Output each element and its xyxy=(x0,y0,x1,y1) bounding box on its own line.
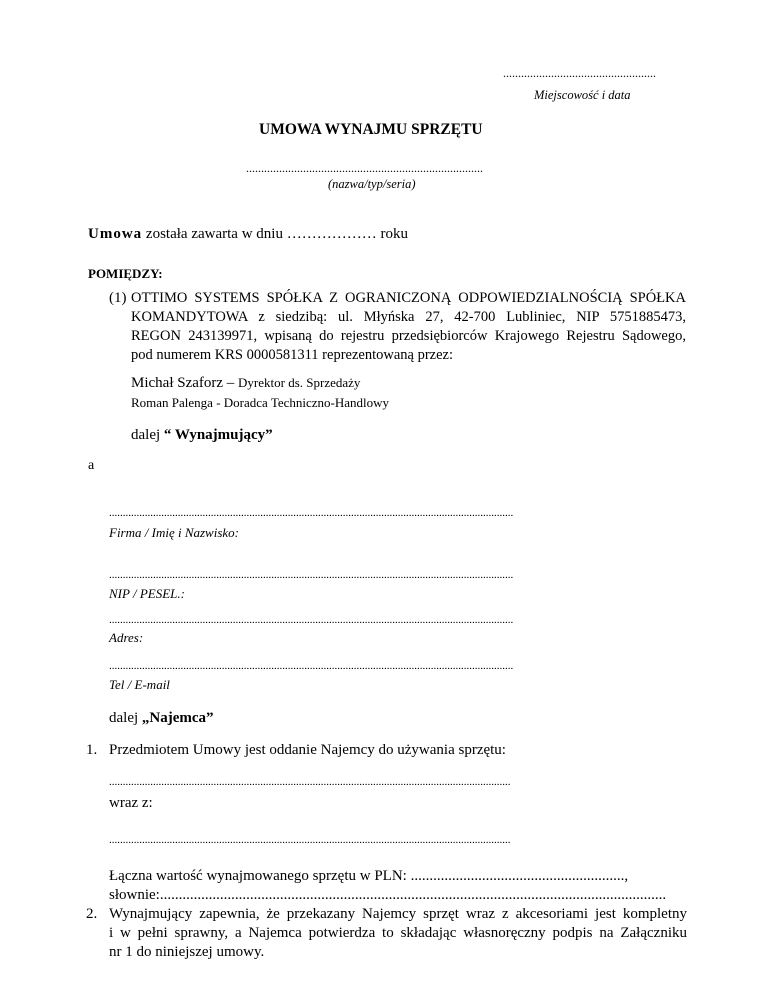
party1-alias-line xyxy=(131,427,273,444)
point-2-line-3: nr 1 do niniejszej umowy. xyxy=(109,944,265,960)
point-1-with: wraz z: xyxy=(109,795,153,811)
rep1-role: Dyrektor ds. Sprzedaży xyxy=(238,375,361,390)
party1-alias-prefix: dalej xyxy=(131,427,161,443)
party1-line-1: OTTIMO SYSTEMS SPÓŁKA Z OGRANICZONĄ ODPOWIEDZIALNOŚCIĄ SPÓŁKA xyxy=(131,290,686,306)
party2-alias-line xyxy=(109,710,214,727)
party2-field-label: Firma / Imię i Nazwisko: xyxy=(109,525,239,540)
party2-field-label: Adres: xyxy=(109,630,144,645)
representative-2: Roman Palenga - Doradca Techniczno-Handlowy xyxy=(131,395,390,410)
point-1-dots-2: .................................................................................................................................................. xyxy=(109,834,511,846)
party2-field-dots: ................................................................................................................................................... xyxy=(109,614,514,626)
place-date-label: Miejscowość i data xyxy=(534,88,631,102)
conjunction: a xyxy=(88,458,95,473)
party2-field-label: NIP / PESEL.: xyxy=(109,586,185,601)
equipment-dots: ............................................................................... xyxy=(246,161,483,175)
document-title: UMOWA WYNAJMU SPRZĘTU xyxy=(259,121,483,138)
party2-field-dots: ................................................................................................................................................... xyxy=(109,507,514,519)
total-value-line: Łączna wartość wynajmowanego sprzętu w PLN: ........................................................., xyxy=(109,868,629,884)
party2-alias-prefix: dalej xyxy=(109,710,139,726)
party1-alias: “ Wynajmujący” xyxy=(163,427,273,443)
party1-line-4: pod numerem KRS 0000581311 reprezentowaną przez: xyxy=(131,347,453,363)
point-2-line-2: i w pełni sprawny, a Najemca potwierdza to składając własnoręczny podpis na Załączniku xyxy=(109,925,687,941)
point-1-text: Przedmiotem Umowy jest oddanie Najemcy do używania sprzętu: xyxy=(109,742,506,758)
contract-text: została zawarta w dniu ……………… roku xyxy=(145,226,408,242)
contract-prefix: Umowa xyxy=(88,226,143,242)
between-label: POMIĘDZY: xyxy=(88,266,163,281)
point-2-line-1: Wynajmujący zapewnia, że przekazany Najemcy sprzęt wraz z akcesoriami jest kompletny xyxy=(109,906,687,922)
party1-line-2: KOMANDYTOWA z siedzibą: ul. Młyńska 27, 42-700 Lubliniec, NIP 5751885473, xyxy=(131,309,686,325)
representative-1 xyxy=(131,375,360,392)
rep1-name: Michał Szaforz – xyxy=(131,375,235,391)
contract-date-line xyxy=(88,226,408,243)
point-2-number: 2. xyxy=(86,906,98,922)
party1-number: (1) xyxy=(109,290,127,306)
place-date-dots: ................................................... xyxy=(503,66,656,80)
party2-field-dots: ................................................................................................................................................... xyxy=(109,660,514,672)
party2-field-label: Tel / E-mail xyxy=(109,677,170,692)
equipment-label: (nazwa/typ/seria) xyxy=(328,177,416,191)
party2-alias: „Najemca” xyxy=(141,710,214,726)
value-in-words-line: słownie:....................................................................................................................................... xyxy=(109,887,667,903)
point-1-number: 1. xyxy=(86,742,98,758)
party1-line-3: REGON 243139971, wpisaną do rejestru przedsiębiorców Krajowego Rejestru Sądowego, xyxy=(131,328,686,344)
point-1-dots-1: .................................................................................................................................................. xyxy=(109,776,511,788)
party2-field-dots: ................................................................................................................................................... xyxy=(109,569,514,581)
